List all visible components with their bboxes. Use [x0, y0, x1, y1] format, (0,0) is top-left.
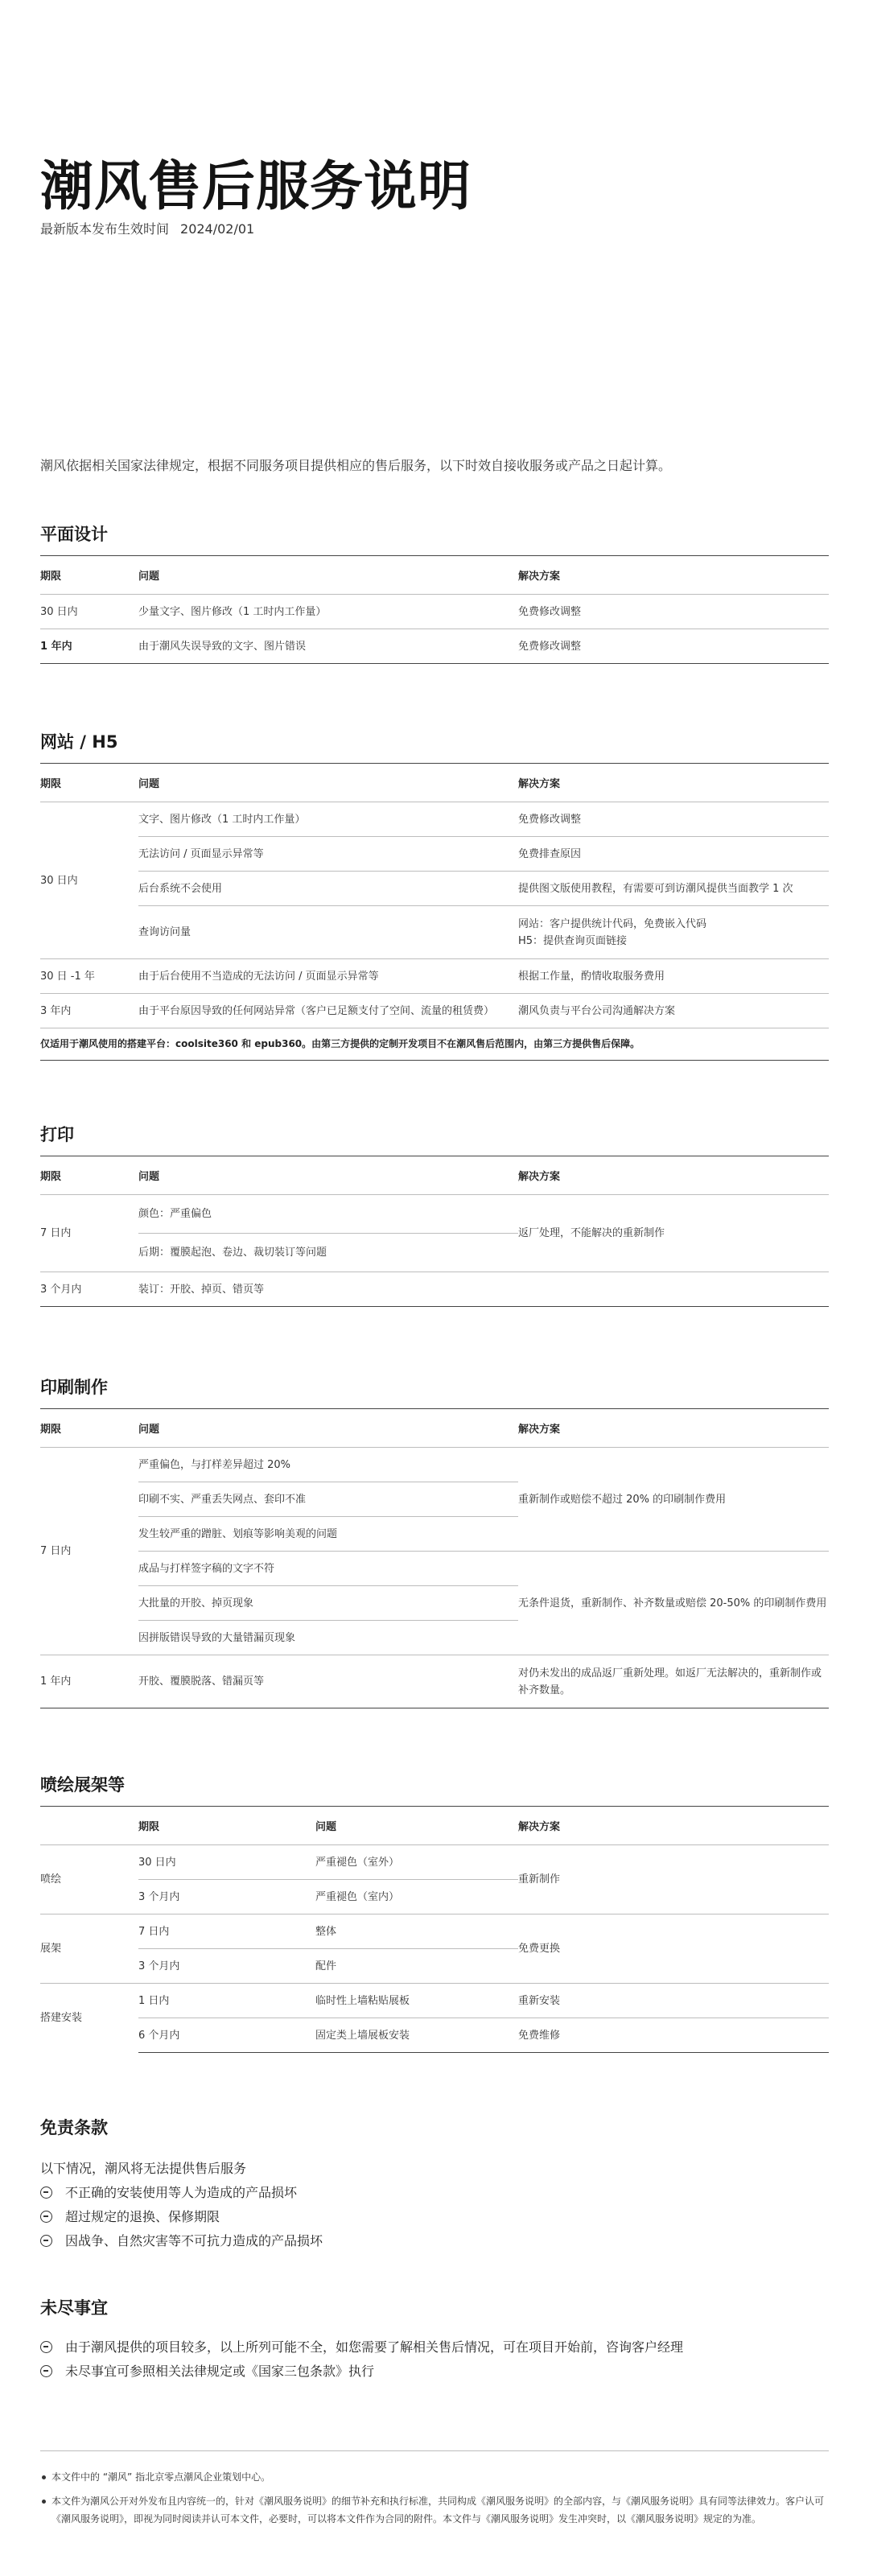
section-title: 网站 / H5 — [40, 732, 118, 752]
section-website-h5 — [40, 729, 829, 1061]
list-item-text: 不正确的安装使用等人为造成的产品损坏 — [65, 2185, 298, 2200]
table-row — [40, 1914, 829, 1949]
date-label: 最新版本发布生效时间 — [40, 221, 170, 237]
issue-cell: 查询访问量 — [138, 906, 518, 959]
solution-cell — [518, 1655, 829, 1708]
period-cell: 7 日内 — [40, 1448, 138, 1655]
issue-cell: 颜色：严重偏色 — [138, 1195, 518, 1234]
period-cell: 1 年内 — [40, 1655, 138, 1708]
solution-line: 网站：客户提供统计代码，免费嵌入代码 — [518, 917, 707, 930]
header-solution: 解决方案 — [518, 1821, 561, 1833]
list-item-text: 因战争、自然灾害等不可抗力造成的产品损坏 — [65, 2233, 323, 2248]
issue-cell: 因拼版错误导致的大量错漏页现象 — [138, 1621, 518, 1655]
section-title: 平面设计 — [40, 525, 108, 544]
list-item — [40, 2205, 829, 2229]
publish-date — [40, 219, 254, 237]
solution-cell: 重新制作或赔偿不超过 20% 的印刷制作费用 — [518, 1448, 829, 1552]
issue-cell: 后台系统不会使用 — [138, 872, 518, 906]
item-cell: 喷绘 — [40, 1845, 138, 1914]
table-row — [40, 1552, 829, 1586]
section-other-matters — [40, 2295, 829, 2384]
disclaimer-lead: 以下情况，潮风将无法提供售后服务 — [40, 2161, 247, 2176]
header-period: 期限 — [40, 1424, 62, 1436]
table-row — [40, 959, 829, 994]
table-row — [40, 629, 829, 664]
issue-cell: 固定类上墙展板安装 — [315, 2018, 518, 2053]
table-row — [40, 1272, 829, 1307]
minus-circle-icon — [40, 2211, 52, 2223]
header-period: 期限 — [40, 571, 62, 583]
table-row — [40, 1984, 829, 2018]
list-item-text: 未尽事宜可参照相关法律规定或《国家三包条款》执行 — [65, 2364, 375, 2379]
section-title: 打印 — [40, 1125, 74, 1144]
table-row — [40, 872, 829, 906]
issue-cell: 严重褪色（室外） — [315, 1845, 518, 1880]
issue-cell: 后期：覆膜起泡、卷边、裁切装订等问题 — [138, 1234, 518, 1272]
section-graphic-design — [40, 521, 829, 664]
header-issue: 问题 — [138, 1171, 160, 1183]
header-issue: 问题 — [138, 1424, 160, 1436]
footnote: 本文件为潮风公开对外发布且内容统一的，针对《潮风服务说明》的细节补充和执行标准，共同构成《潮风服务说明》的全部内容，与《潮风服务说明》具有同等法律效力。客户认可《潮风服务说明》，即视为同时阅读并认可本文件，必要时，可以将本文件作为合同的附件。本文件与《潮风服务说明》发生冲突时，以《潮风服务说明》规定的为准。 — [40, 2492, 829, 2528]
issue-cell: 严重偏色，与打样差异超过 20% — [138, 1448, 518, 1482]
header-period: 期限 — [40, 1171, 62, 1183]
period-cell: 30 日 -1 年 — [40, 959, 138, 994]
period-cell: 6 个月内 — [138, 2018, 315, 2053]
list-item-text: 超过规定的退换、保修期限 — [65, 2209, 220, 2224]
period-cell: 7 日内 — [138, 1914, 315, 1949]
issue-cell: 装订：开胶、掉页、错页等 — [138, 1272, 518, 1307]
solution-line: 对仍未发出的成品返厂重新处理。如返厂无法解决的，重新制作或 — [518, 1667, 822, 1680]
header-period: 期限 — [40, 778, 62, 790]
period-cell: 1 日内 — [138, 1984, 315, 2018]
header-item — [40, 1807, 138, 1845]
issue-cell: 由于后台使用不当造成的无法访问 / 页面显示异常等 — [138, 959, 518, 994]
period-cell: 3 年内 — [40, 994, 138, 1028]
footer-divider — [40, 2450, 829, 2451]
period-cell: 3 个月内 — [40, 1272, 138, 1307]
table-row — [40, 1845, 829, 1880]
header-issue: 问题 — [138, 571, 160, 583]
header-solution: 解决方案 — [518, 1424, 561, 1436]
list-item — [40, 2181, 829, 2205]
table-row — [40, 1195, 829, 1234]
item-cell: 搭建安装 — [40, 1984, 138, 2053]
period-cell: 30 日内 — [40, 595, 138, 629]
solution-line: 补齐数量。 — [518, 1684, 571, 1696]
issue-cell: 配件 — [315, 1949, 518, 1984]
section-disclaimer — [40, 2115, 829, 2253]
issue-cell: 文字、图片修改（1 工时内工作量） — [138, 802, 518, 837]
issue-cell: 大批量的开胶、掉页现象 — [138, 1586, 518, 1621]
issue-cell: 整体 — [315, 1914, 518, 1949]
header-period: 期限 — [138, 1821, 160, 1833]
section-title: 未尽事宜 — [40, 2298, 108, 2318]
header-solution: 解决方案 — [518, 571, 561, 583]
header-issue: 问题 — [138, 778, 160, 790]
table-note-row — [40, 1028, 829, 1061]
period-cell: 3 个月内 — [138, 1880, 315, 1914]
issue-cell: 少量文字、图片修改（1 工时内工作量） — [138, 595, 518, 629]
date-value: 2024/02/01 — [180, 221, 255, 237]
issue-cell: 发生较严重的蹭脏、划痕等影响美观的问题 — [138, 1517, 518, 1552]
section-title: 印刷制作 — [40, 1378, 108, 1397]
period-cell: 3 个月内 — [138, 1949, 315, 1984]
table-row — [40, 837, 829, 872]
minus-circle-icon — [40, 2365, 52, 2377]
issue-cell: 由于平台原因导致的任何网站异常（客户已足额支付了空间、流量的租赁费） — [138, 994, 518, 1028]
solution-cell: 免费更换 — [518, 1914, 829, 1984]
item-cell: 展架 — [40, 1914, 138, 1984]
table-row — [40, 1655, 829, 1708]
solution-cell: 返厂处理，不能解决的重新制作 — [518, 1195, 829, 1272]
issue-cell: 由于潮风失误导致的文字、图片错误 — [138, 629, 518, 664]
table-row — [40, 906, 829, 959]
minus-circle-icon — [40, 2235, 52, 2247]
graphic-table — [40, 555, 829, 664]
solution-cell: 重新安装 — [518, 1984, 829, 2018]
section-title: 免责条款 — [40, 2118, 108, 2137]
solution-cell: 免费排查原因 — [518, 837, 829, 872]
solution-cell: 重新制作 — [518, 1845, 829, 1914]
table-row — [40, 994, 829, 1028]
solution-cell — [518, 906, 829, 959]
solution-cell: 根据工作量，酌情收取服务费用 — [518, 959, 829, 994]
list-item — [40, 2229, 829, 2253]
section-title: 喷绘展架等 — [40, 1775, 125, 1795]
table-row — [40, 802, 829, 837]
footnote: 本文件中的 “潮风” 指北京零点潮风企业策划中心。 — [40, 2468, 829, 2486]
period-cell: 30 日内 — [40, 802, 138, 959]
issue-cell: 无法访问 / 页面显示异常等 — [138, 837, 518, 872]
spray-table — [40, 1806, 829, 2053]
period-cell: 1 年内 — [40, 629, 138, 664]
page-title: 潮风售后服务说明 — [40, 155, 472, 217]
list-item — [40, 2335, 829, 2360]
list-item-text: 由于潮风提供的项目较多，以上所列可能不全，如您需要了解相关售后情况，可在项目开始前，咨询客户经理 — [65, 2339, 684, 2355]
issue-cell: 开胶、覆膜脱落、错漏页等 — [138, 1655, 518, 1708]
print-table — [40, 1156, 829, 1307]
solution-cell: 免费修改调整 — [518, 595, 829, 629]
list-item — [40, 2360, 829, 2384]
header-solution: 解决方案 — [518, 1171, 561, 1183]
intro-text: 潮风依据相关国家法律规定，根据不同服务项目提供相应的售后服务，以下时效自接收服务或产品之日起计算。 — [40, 458, 672, 473]
solution-cell: 免费修改调整 — [518, 802, 829, 837]
solution-cell: 潮风负责与平台公司沟通解决方案 — [518, 994, 829, 1028]
header-issue: 问题 — [315, 1821, 337, 1833]
minus-circle-icon — [40, 2341, 52, 2353]
period-cell: 7 日内 — [40, 1195, 138, 1272]
issue-cell: 成品与打样签字稿的文字不符 — [138, 1552, 518, 1586]
printing-table — [40, 1408, 829, 1708]
solution-cell: 无条件退货，重新制作、补齐数量或赔偿 20-50% 的印刷制作费用 — [518, 1552, 829, 1655]
table-row — [40, 1448, 829, 1482]
solution-line: H5：提供查询页面链接 — [518, 934, 628, 947]
solution-cell: 免费修改调整 — [518, 629, 829, 664]
footnotes — [40, 2468, 829, 2534]
issue-cell: 印刷不实、严重丢失网点、套印不准 — [138, 1482, 518, 1517]
header-solution: 解决方案 — [518, 778, 561, 790]
solution-cell: 免费维修 — [518, 2018, 829, 2053]
table-row — [40, 2018, 829, 2053]
web-table — [40, 763, 829, 1061]
minus-circle-icon — [40, 2187, 52, 2199]
solution-cell: 提供图文版使用教程，有需要可到访潮风提供当面教学 1 次 — [518, 872, 829, 906]
section-printing-production — [40, 1375, 829, 1708]
issue-cell: 临时性上墙粘贴展板 — [315, 1984, 518, 2018]
period-cell: 30 日内 — [138, 1845, 315, 1880]
solution-cell — [518, 1272, 829, 1307]
platform-note: 仅适用于潮风使用的搭建平台：coolsite360 和 epub360。由第三方提供的定制开发项目不在潮风售后范围内，由第三方提供售后保障。 — [40, 1028, 829, 1061]
issue-cell: 严重褪色（室内） — [315, 1880, 518, 1914]
section-spray-display — [40, 1772, 829, 2053]
section-print — [40, 1122, 829, 1307]
table-row — [40, 595, 829, 629]
